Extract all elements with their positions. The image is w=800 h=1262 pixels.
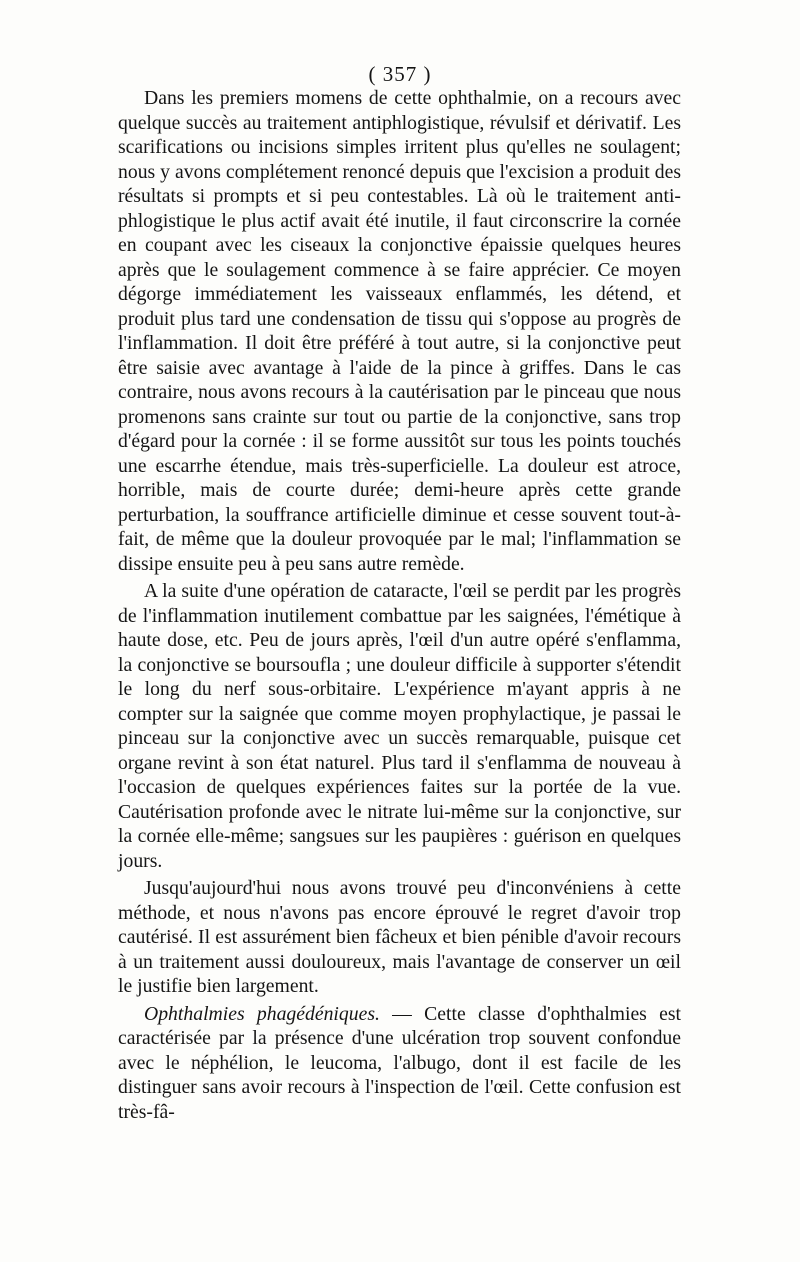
- paragraph-method-assessment: Jusqu'aujourd'hui nous avons trouvé peu d'inconvéniens à cette méthode, et nous n'avons pas encore éprouvé le regret d'avoir trop cautérisé. Il est assurément bien fâcheux et bien pénible d'avoir recours à un traitement aussi douloureux, mais l'avantage de conserver un œil le justifie bien largement.: [118, 877, 681, 997]
- paragraph-cataract-case: A la suite d'une opération de cataracte, l'œil se perdit par les progrès de l'inflammation inutilement combattue par les saignées, l'émétique à haute dose, etc. Peu de jours après, l'œil d'un autre opéré s'enflamma, la conjonctive se boursoufla ; une douleur difficile à supporter s'étendit le long du nerf sous-orbitaire. L'expérience m'ayant appris à ne compter sur la saignée que comme moyen prophylactique, je passai le pinceau sur la conjonctive avec un succès remarquable, puisque cet organe revint à son état naturel. Plus tard il s'enflamma de nouveau à l'occasion de quelques expériences faites sur la portée de la vue. Cautérisation profonde avec le nitrate lui-même sur la conjonctive, sur la cornée elle-même; sangsues sur les paupières : guérison en quelques jours.: [118, 580, 681, 872]
- page-number: ( 357 ): [368, 62, 432, 86]
- section-heading-phagedenic: Ophthalmies phagédéniques.: [144, 1002, 380, 1025]
- paragraph-phagedenic: [118, 1002, 681, 1125]
- body-text: [118, 86, 681, 1124]
- paragraph-phagedenic-text: — Cette classe d'ophthalmies est caractérisée par la présence d'une ulcération trop souvent confondue avec le néphélion, le leucoma, l'albugo, dont il est facile de les distinguer sans avoir recours à l'inspection de l'œil. Cette confusion est très-fâ-: [118, 1002, 681, 1123]
- paragraph-treatment: Dans les premiers momens de cette ophthalmie, on a recours avec quelque succès au traitement antiphlogistique, révulsif et dérivatif. Les scarifications ou incisions simples irritent plus qu'elles ne soulagent; nous y avons complétement renoncé depuis que l'excision a produit des résultats si prompts et si peu contestables. Là où le traitement anti-phlogistique le plus actif avait été inutile, il faut circonscrire la cornée en coupant avec les ciseaux la conjonctive épaissie quelques heures après que le soulagement commence à se faire apprécier. Ce moyen dégorge immédiatement les vaisseaux enflammés, les détend, et produit plus tard une condensation de tissu qui s'oppose au progrès de l'inflammation. Il doit être préféré à tout autre, si la conjonctive peut être saisie avec avantage à l'aide de la pince à griffes. Dans le cas contraire, nous avons recours à la cautérisation par le pinceau que nous promenons sans crainte sur tout ou partie de la conjonctive, sans trop d'égard pour la cornée : il se forme aussitôt sur tous les points touchés une escarrhe étendue, mais très-superficielle. La douleur est atroce, horrible, mais de courte durée; demi-heure après cette grande perturbation, la souffrance artificielle diminue et cesse souvent tout-à-fait, de même que la douleur provoquée par le mal; l'inflammation se dissipe ensuite peu à peu sans autre remède.: [118, 87, 681, 575]
